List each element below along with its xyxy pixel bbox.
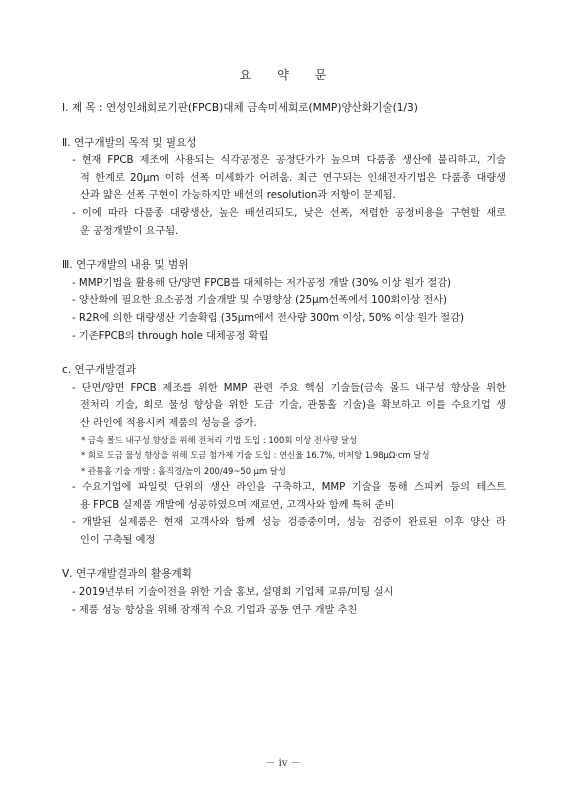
summary-body [62,100,506,619]
paragraph-line: 적 한계로 20μm 이하 선폭 미세화가 어려움. 최근 연구되는 인쇄전자기법은 다품종 대량생 [80,172,506,184]
paragraph-line: 운 공정개발이 요구됨. [80,225,179,237]
paragraph-line: 산 라인에 적용시켜 제품의 성능을 증가. [80,417,257,429]
title-char: 요 [239,68,252,82]
list-item: - 제품 성능 향상을 위해 잠재적 수요 기업과 공동 연구 개발 추친 [72,604,358,616]
paragraph-line: 용 FPCB 실제품 개발에 성공하였으며 재료연, 고객사와 함께 특허 준비 [80,499,395,511]
paragraph-line: - 단면/양면 FPCB 제조를 위한 MMP 관련 주요 핵심 기술들(금속 몰드 내구성 향상을 위한 [72,382,506,394]
paragraph-line: 전처리 기술, 회로 물성 향상을 위한 도금 기술, 관통홀 기술)을 확보하고 이를 수요기업 생 [80,400,506,412]
section-heading-scope: Ⅲ. 연구개발의 내용 및 범위 [62,259,189,272]
page-number: － iv － [265,758,301,769]
paragraph-line: - 개발된 실제품은 현재 고객사와 함께 성능 검증중이며, 성능 검증이 완료된 이후 양산 라 [72,517,506,529]
note-line: * 금속 몰드 내구성 향상을 위해 전처리 기법 도입 : 100회 이상 전사량 달성 [81,434,358,445]
note-line: * 회로 도금 물성 향상을 위해 도금 첨가제 기술 도입 : 연신율 16.7%, 비저항 1.98μΩ·cm 달성 [81,450,430,460]
title-char: 약 [277,68,289,82]
list-item: - 2019년부터 기술이전을 위한 기술 홍보, 설명회 기업체 교류/미팅 실시 [72,586,394,598]
list-item: - R2R에 의한 대량생산 기술확립 (35μm에서 전사량 300m 이상, 50% 이상 원가 절감) [72,312,464,324]
paragraph-line: - 현재 FPCB 제조에 사용되는 식각공정은 공정단가가 높으며 다품종 생산에 불리하고, 기술 [72,155,506,167]
page-title [0,66,566,83]
section-heading-purpose: Ⅱ. 연구개발의 목적 및 필요성 [62,136,197,149]
paragraph-line: 산과 얇은 선폭 구현이 가능하지만 배선의 resolution과 저항이 문제됨. [80,190,396,202]
paragraph-line: 인이 구축될 예정 [80,534,156,546]
note-line: * 관통홀 기술 개발 : 홀직경/높이 200/49~50 μm 달성 [81,465,287,476]
title-char: 문 [314,68,327,82]
list-item: - 기존FPCB의 through hole 대체공정 확립 [72,330,269,342]
list-item: - 양산화에 필요한 요소공정 기술개발 및 수명향상 (25μm선폭에서 100회이상 전사) [72,295,447,307]
paragraph-line: - 이에 따라 다품종 대량생산, 높은 배선리되도, 낮은 선폭, 저렴한 공정비용을 구현할 새로 [72,207,506,219]
section-title-subject: Ⅰ. 제 목 : 연성인쇄회로기판(FPCB)대체 금속미세회로(MMP)양산화기술(1/3) [62,102,418,114]
paragraph-line: - 수요기업에 파일럿 단위의 생산 라인을 구축하고, MMP 기술을 통해 스피커 등의 테스트 [72,482,506,493]
section-heading-plan: Ⅴ. 연구개발결과의 활용계획 [62,568,192,581]
list-item: - MMP기법을 활용해 단/양면 FPCB를 대체하는 저가공정 개발 (30% 이상 원가 절감) [72,277,452,289]
section-heading-results: c. 연구개발결과 [62,364,136,377]
